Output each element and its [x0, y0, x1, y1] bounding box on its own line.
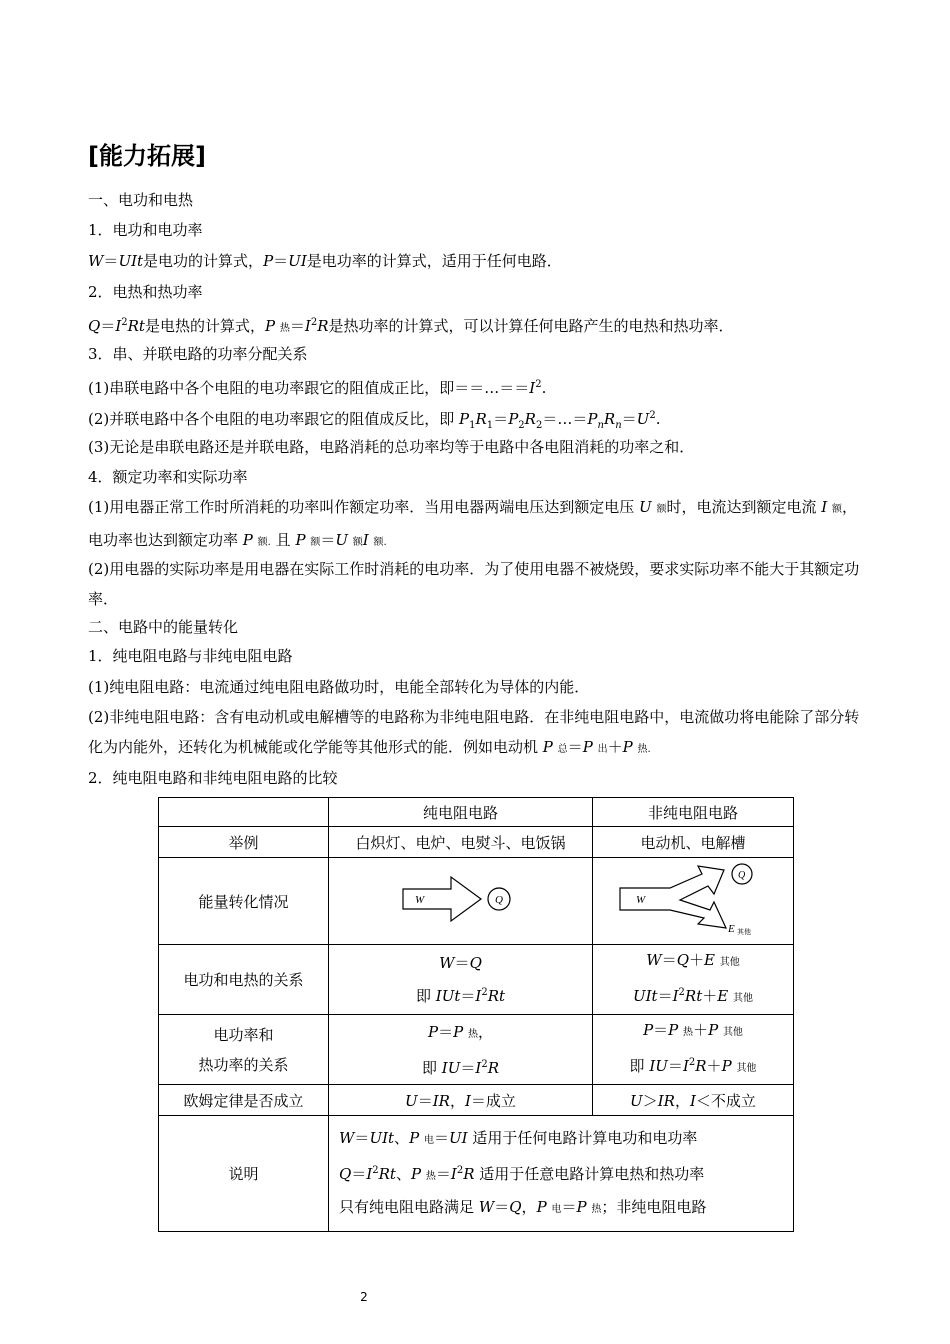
nonpure-ohm: U＞IR，I＜不成立 — [593, 1085, 794, 1116]
table-row — [159, 1085, 794, 1116]
paragraph-pure-resistor: (1)纯电阻电路：电流通过纯电阻电路做功时，电能全部转化为导体的内能． — [88, 678, 590, 696]
page-number: 2 — [360, 1290, 368, 1304]
subsection-2-title: 2．电热和热功率 — [88, 283, 203, 301]
subsection-6-title: 2．纯电阻电路和非纯电阻电路的比较 — [88, 769, 338, 787]
row-label-notes: 说明 — [159, 1116, 329, 1232]
paragraph-nonpure-resistor: (2)非纯电阻电路：含有电动机或电解槽等的电路称为非纯电阻电路．在非纯电阻电路中，电流做功将电能除了部分转化为内能外，还转化为机械能或化学能等其他形式的能．例如电动机 P 总＝P 出＋P 热. — [88, 708, 860, 756]
diagram-E-label: E — [728, 923, 735, 935]
row-label-work-heat: 电功和电热的关系 — [159, 945, 329, 1015]
table-row — [159, 1116, 794, 1232]
row-label-examples: 举例 — [159, 827, 329, 858]
paragraph-total-power: (3)无论是串联电路还是并联电路，电路消耗的总功率均等于电路中各电阻消耗的功率之和． — [88, 438, 695, 456]
table-row — [159, 1015, 794, 1085]
nonpure-work-heat: W＝Q＋E 其他 $UIt=I^2Rt+E$ 其他 — [593, 945, 794, 1015]
diagram-Q-label: Q — [494, 894, 503, 906]
table-row — [159, 858, 794, 945]
pure-ohm: U＝IR，I＝成立 — [329, 1085, 593, 1116]
nonpure-power: P＝P 热＋P 其他 即 $IU=I^2R+P$ 其他 — [593, 1015, 794, 1085]
notes-cell: W＝UIt、P 电＝UI 适用于任何电路计算电功和电功率 $Q=I^2Rt$、P 热$=I^2R$ 适用于任意电路计算电热和热功率 只有纯电阻电路满足 W＝Q，P 电＝P 热；非纯电阻电路 — [329, 1116, 794, 1232]
section-1-title: 一、电功和电热 — [88, 191, 194, 209]
pure-examples: 白炽灯、电炉、电熨斗、电饭锅 — [329, 827, 593, 858]
paragraph-rated-power: (1)用电器正常工作时所消耗的功率叫作额定功率．当用电器两端电压达到额定电压 U 额时，电流达到额定电流 I 额，电功率也达到额定功率 P 额. 且 P 额＝U 额I 额. — [88, 498, 858, 549]
table-header-row — [159, 798, 794, 827]
subsection-1-title: 1．电功和电功率 — [88, 221, 203, 239]
table-row — [159, 827, 794, 858]
header-pure: 纯电阻电路 — [329, 798, 593, 827]
paragraph-series: (1)串联电路中各个电阻的电功率跟它的阻值成正比，即$==\dots==I^2$. — [88, 379, 547, 397]
row-label-power: 电功率和 热功率的关系 — [159, 1015, 329, 1085]
table-row — [159, 945, 794, 1015]
pure-power: P＝P 热， 即 $IU=I^2R$ — [329, 1015, 593, 1085]
diagram-E-sub: 其他 — [737, 928, 751, 936]
table-corner-cell — [159, 798, 329, 827]
nonpure-energy-diagram — [618, 862, 768, 936]
row-label-ohm: 欧姆定律是否成立 — [159, 1085, 329, 1116]
paragraph-electric-work: W＝UIt是电功的计算式，P＝UI是电功率的计算式，适用于任何电路． — [88, 252, 562, 270]
subsection-5-title: 1．纯电阻电路与非纯电阻电路 — [88, 647, 293, 665]
diagram-W-label: W — [414, 894, 424, 906]
section-2-title: 二、电路中的能量转化 — [88, 618, 239, 636]
nonpure-energy-diagram-cell — [593, 858, 794, 945]
paragraph-parallel: (2)并联电路中各个电阻的电功率跟它的阻值成反比，即 $P_1R_1=P_2R_2=\dots=P_nR_n=U^2$. — [88, 410, 661, 431]
pure-energy-diagram — [401, 873, 521, 925]
pure-work-heat: W＝Q 即 $IUt=I^2Rt$ — [329, 945, 593, 1015]
diagram-Q-label: Q — [738, 870, 746, 881]
row-label-energy-conversion: 能量转化情况 — [159, 858, 329, 945]
subsection-4-title: 4．额定功率和实际功率 — [88, 468, 248, 486]
pure-energy-diagram-cell — [329, 858, 593, 945]
paragraph-actual-power: (2)用电器的实际功率是用电器在实际工作时消耗的电功率．为了使用电器不被烧毁，要求实际功率不能大于其额定功率． — [88, 560, 860, 608]
diagram-W-label: W — [636, 894, 646, 906]
subsection-3-title: 3．串、并联电路的功率分配关系 — [88, 345, 308, 363]
paragraph-electric-heat: $Q=I^2Rt$是电热的计算式，P 热$=I^2R$是热功率的计算式，可以计算任何电路产生的电热和热功率． — [88, 317, 734, 335]
header-nonpure: 非纯电阻电路 — [593, 798, 794, 827]
comparison-table — [158, 797, 794, 1232]
section-heading: [能力拓展] — [88, 142, 206, 170]
nonpure-examples: 电动机、电解槽 — [593, 827, 794, 858]
